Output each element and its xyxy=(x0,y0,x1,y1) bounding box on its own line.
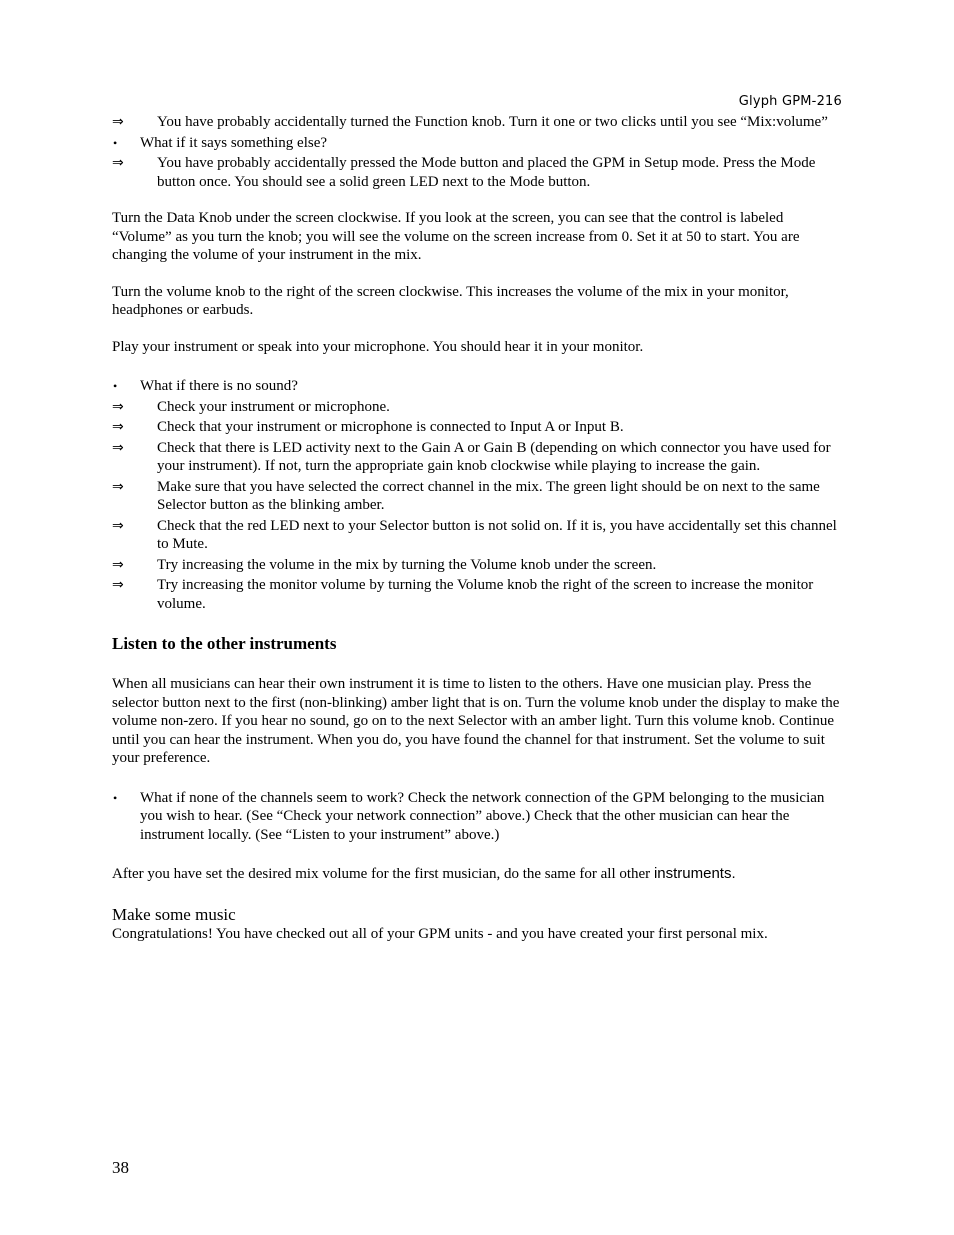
list-item-text: Check that there is LED activity next to the Gain A or Gain B (depending on which connector you have used for your instrument). If not, turn the appropriate gain knob clockwise while playing to increase the gain. xyxy=(157,439,831,474)
list-item-text: What if it says something else? xyxy=(140,134,328,151)
bullet-icon: • xyxy=(113,790,118,805)
list-item xyxy=(112,439,842,476)
list-item xyxy=(112,517,842,554)
page-number: 38 xyxy=(112,1158,129,1177)
list-item xyxy=(112,789,842,845)
list-item-text: Check that your instrument or microphone is connected to Input A or Input B. xyxy=(157,419,624,435)
body-paragraph: Turn the Data Knob under the screen clockwise. If you look at the screen, you can see that the control is labeled “Volume” as you turn the knob; you will see the volume on the screen increase from 0. Set it at 50 to start. You are changing the volume of your instrument in the mix. xyxy=(112,210,800,263)
bullet-icon: • xyxy=(113,135,118,150)
list-item xyxy=(112,377,842,396)
arrow-icon: ⇒ xyxy=(112,419,124,435)
arrow-icon: ⇒ xyxy=(112,155,124,171)
arrow-icon: ⇒ xyxy=(112,478,124,495)
arrow-icon: ⇒ xyxy=(112,577,124,593)
section-heading: Listen to the other instruments xyxy=(112,634,337,653)
list-item xyxy=(112,576,842,613)
body-paragraph xyxy=(112,865,842,884)
list-item xyxy=(112,154,842,191)
list-item xyxy=(112,556,842,575)
subsection-heading: Make some music xyxy=(112,904,236,924)
arrow-icon: ⇒ xyxy=(112,439,124,456)
body-paragraph: Turn the volume knob to the right of the screen clockwise. This increases the volume of the mix in your monitor, headphones or earbuds. xyxy=(112,283,789,318)
page-content xyxy=(112,113,842,943)
list-item-text: You have probably accidentally turned the Function knob. Turn it one or two clicks until you see “Mix:volume” xyxy=(157,114,828,130)
body-paragraph: When all musicians can hear their own instrument it is time to listen to the others. Have one musician play. Press the selector button next to the first (non-blinking) amber light that is on. Turn the volume knob under the display to make the volume non-zero. If you hear no sound, go on to the next Selector with an amber light. Turn this volume knob. Continue until you can hear the instrument. When you do, you have found the channel for that instrument. Set the volume to suit your preference. xyxy=(112,676,840,766)
list-item-text: Try increasing the volume in the mix by turning the Volume knob under the screen. xyxy=(157,556,657,573)
arrow-icon: ⇒ xyxy=(112,556,124,573)
arrow-icon: ⇒ xyxy=(112,114,124,130)
body-text: After you have set the desired mix volume for the first musician, do the same for all other xyxy=(112,866,654,882)
arrow-icon: ⇒ xyxy=(112,517,124,534)
body-paragraph: Congratulations! You have checked out all of your GPM units - and you have created your first personal mix. xyxy=(112,925,768,942)
running-header: Glyph GPM-216 xyxy=(738,94,842,109)
arrow-icon: ⇒ xyxy=(112,398,124,415)
list-item-text: Make sure that you have selected the correct channel in the mix. The green light should be on next to the same Selector button as the blinking amber. xyxy=(157,478,820,513)
list-item-text: What if none of the channels seem to work? Check the network connection of the GPM belonging to the musician you wish to hear. (See “Check your network connection” above.) Check that the other musician can hear the instrument locally. (See “Listen to your instrument” above.) xyxy=(140,789,825,843)
list-item xyxy=(112,134,842,153)
body-text-tail: instruments. xyxy=(653,865,736,882)
bullet-icon: • xyxy=(113,379,118,393)
list-item-text: Check that the red LED next to your Selector button is not solid on. If it is, you have accidentally set this channel to Mute. xyxy=(157,517,837,552)
list-item-text: You have probably accidentally pressed the Mode button and placed the GPM in Setup mode. Press the Mode button once. You should see a solid green LED next to the Mode button. xyxy=(157,155,816,190)
list-item xyxy=(112,113,842,132)
list-item-text: Check your instrument or microphone. xyxy=(157,398,390,415)
list-item xyxy=(112,398,842,417)
list-item-text: What if there is no sound? xyxy=(140,378,298,394)
list-item xyxy=(112,478,842,515)
list-item xyxy=(112,418,842,437)
body-paragraph: Play your instrument or speak into your microphone. You should hear it in your monitor. xyxy=(112,338,644,355)
list-item-text: Try increasing the monitor volume by turning the Volume knob the right of the screen to increase the monitor volume. xyxy=(157,577,814,612)
